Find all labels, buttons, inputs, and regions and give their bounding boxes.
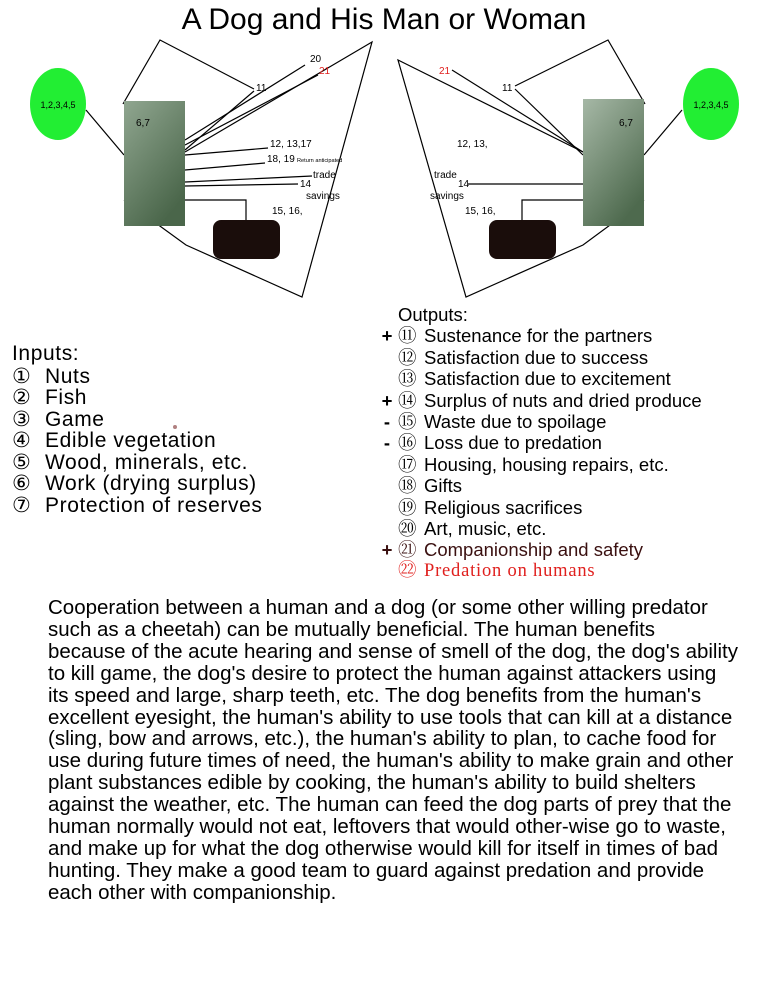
right-label-12: 12, 13, xyxy=(457,139,488,150)
output-text: Housing, housing repairs, etc. xyxy=(424,453,669,475)
input-text: Work (drying surplus) xyxy=(45,472,257,495)
output-text: Loss due to predation xyxy=(424,432,602,454)
right-circle-connector xyxy=(644,110,682,155)
left-line-14 xyxy=(185,184,298,186)
left-label-12: 12, 13,17 xyxy=(270,139,312,150)
right-label-15: 15, 16, xyxy=(465,206,496,217)
inputs-heading: Inputs: xyxy=(12,342,80,365)
flow-diagram xyxy=(0,0,768,340)
output-item xyxy=(376,497,702,518)
input-item xyxy=(12,495,262,517)
output-sign: - xyxy=(383,411,391,433)
right-circle-label: 1,2,3,4,5 xyxy=(693,100,729,110)
input-item xyxy=(12,409,262,431)
output-item xyxy=(376,475,702,496)
left-label-11: 11 xyxy=(256,83,267,94)
left-label-21: 21 xyxy=(319,66,331,77)
output-text: Gifts xyxy=(424,475,463,497)
output-item xyxy=(376,325,702,346)
output-text: Satisfaction due to success xyxy=(424,346,649,368)
stray-dot xyxy=(173,425,177,429)
left-feedback-top xyxy=(123,40,254,104)
output-sign: + xyxy=(381,325,393,347)
output-sign: - xyxy=(383,432,391,454)
left-label-trade: trade xyxy=(313,170,336,181)
input-text: Game xyxy=(45,407,105,431)
output-number: ⑳ xyxy=(398,518,417,540)
left-label-15: 15, 16, xyxy=(272,206,303,217)
output-item xyxy=(376,368,702,389)
outputs-legend xyxy=(376,304,702,582)
input-text: Nuts xyxy=(45,364,91,388)
inputs-legend xyxy=(12,343,262,516)
left-line-11 xyxy=(185,91,254,150)
output-number: ⑮ xyxy=(398,411,417,433)
input-number: ③ xyxy=(12,407,32,431)
outputs-heading: Outputs: xyxy=(398,304,468,325)
right-storage-link xyxy=(522,200,583,220)
left-label-20: 20 xyxy=(310,54,322,65)
right-label-11: 11 xyxy=(502,83,513,94)
left-label-savings: savings xyxy=(306,191,340,202)
input-number: ① xyxy=(12,364,32,388)
left-circle-label: 1,2,3,4,5 xyxy=(40,100,76,110)
right-label-savings: savings xyxy=(430,191,464,202)
right-block-label: 6,7 xyxy=(619,118,633,129)
output-number: ⑱ xyxy=(398,475,417,497)
left-label-18: 18, 19 xyxy=(267,154,295,165)
output-item xyxy=(376,411,702,432)
output-text: Companionship and safety xyxy=(424,539,644,561)
input-number: ⑥ xyxy=(12,472,32,495)
input-text: Edible vegetation xyxy=(45,429,217,452)
output-number: ⑬ xyxy=(398,368,417,390)
output-item xyxy=(376,390,702,411)
output-number: ⑪ xyxy=(398,325,417,347)
right-work-block xyxy=(583,99,644,226)
left-line-18 xyxy=(185,163,265,170)
right-label-21: 21 xyxy=(439,66,451,77)
left-label-18-note: Return anticipated xyxy=(297,158,343,164)
output-text: Waste due to spoilage xyxy=(424,411,607,433)
input-number: ⑦ xyxy=(12,493,32,517)
output-number: ⑭ xyxy=(398,389,417,411)
output-number: ⑫ xyxy=(398,346,417,368)
output-text: Art, music, etc. xyxy=(424,518,547,540)
output-number: ⑰ xyxy=(398,453,417,475)
output-number: ㉑ xyxy=(398,539,417,561)
input-item xyxy=(12,452,262,474)
description-paragraph: Cooperation between a human and a dog (or some other willing predator such as a cheetah) can be mutually beneficial. The human benefits because of the acute hearing and sense of smell of the dog, the dog's ability to kill game, the dog's desire to protect the human against attackers using its speed and large, sharp teeth, etc. The dog benefits from the human's excellent eyesight, the human's ability to use tools that can kill at a distance (sling, bow and arrows, etc.), the human's ability to plan, to cache food for use during future times of need, the human's ability to make grain and other plant substances edible by cooking, the human's ability to build shelters against the weather, etc. The human can feed the dog parts of prey that the human normally would not eat, leftovers that would other-wise go to waste, and make up for what the dog otherwise would kill for itself in times of bad hunting. They make a good team to guard against predation and provide each other with companionship. xyxy=(48,596,738,904)
input-text: Protection of reserves xyxy=(45,493,263,517)
input-number: ② xyxy=(12,386,32,409)
input-item xyxy=(12,473,262,495)
output-number: ㉒ xyxy=(398,560,418,581)
page-title: A Dog and His Man or Woman xyxy=(181,3,587,36)
right-label-trade: trade xyxy=(434,170,457,181)
left-storage-box xyxy=(213,220,280,259)
input-number: ④ xyxy=(12,429,32,452)
output-text: Predation on humans xyxy=(424,560,596,581)
right-label-14: 14 xyxy=(458,179,470,190)
output-text: Satisfaction due to excitement xyxy=(424,368,671,390)
left-storage-link xyxy=(185,200,246,220)
left-line-trade xyxy=(185,176,312,182)
output-number: ⑲ xyxy=(398,496,417,518)
left-circle-connector xyxy=(86,110,124,155)
output-item xyxy=(376,561,702,582)
left-block-label: 6,7 xyxy=(136,118,150,129)
output-number: ⑯ xyxy=(398,432,417,454)
right-line-11 xyxy=(515,89,583,155)
left-line-12 xyxy=(185,148,268,155)
output-item xyxy=(376,347,702,368)
output-item xyxy=(376,432,702,453)
output-item xyxy=(376,539,702,560)
right-storage-box xyxy=(489,220,556,259)
output-text: Religious sacrifices xyxy=(424,496,583,518)
output-item xyxy=(376,454,702,475)
input-item xyxy=(12,430,262,452)
input-item xyxy=(12,387,262,409)
output-sign: + xyxy=(381,389,393,411)
input-text: Fish xyxy=(45,386,88,409)
input-number: ⑤ xyxy=(12,450,32,474)
left-label-14: 14 xyxy=(300,179,312,190)
input-item xyxy=(12,366,262,388)
output-sign: + xyxy=(381,539,393,561)
left-work-block xyxy=(124,101,185,226)
output-item xyxy=(376,518,702,539)
input-text: Wood, minerals, etc. xyxy=(45,450,249,474)
right-feedback-top xyxy=(515,40,645,104)
left-line-20 xyxy=(185,65,305,140)
output-text: Surplus of nuts and dried produce xyxy=(424,389,702,411)
output-text: Sustenance for the partners xyxy=(424,325,653,347)
